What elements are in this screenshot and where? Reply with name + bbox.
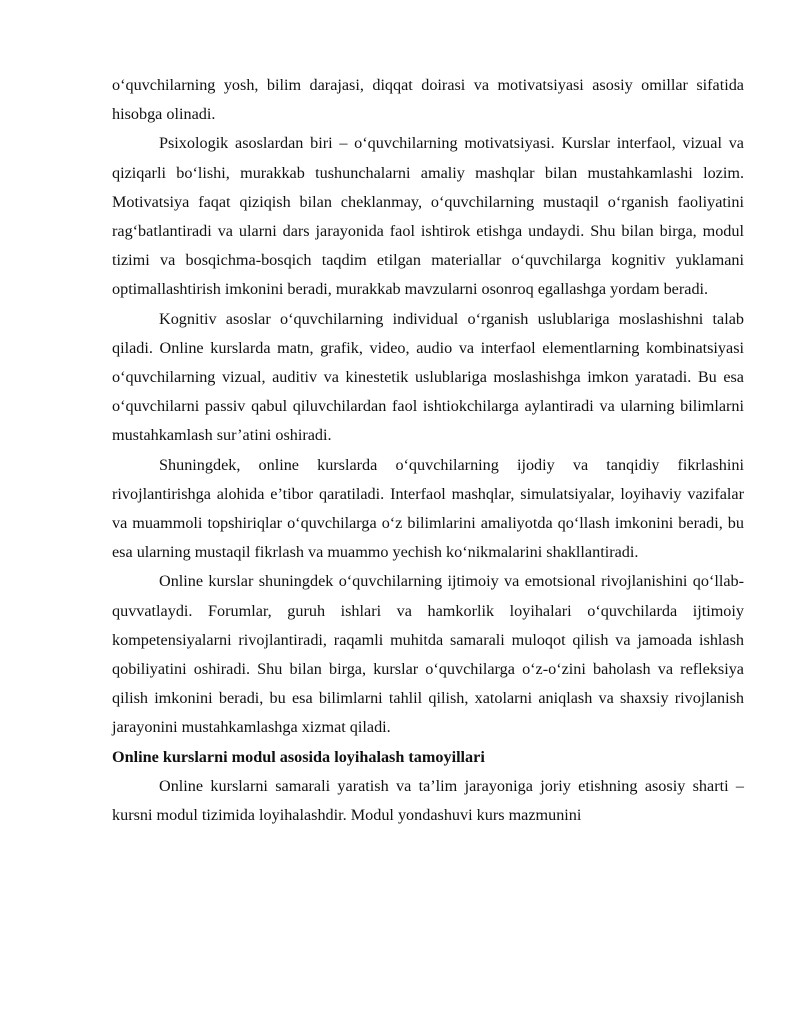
paragraph-continuation: o‘quvchilarning yosh, bilim darajasi, diqqat doirasi va motivatsiyasi asosiy omillar sifatida hisobga olinadi. — [112, 76, 744, 124]
paragraph-social-emotional: Online kurslar shuningdek o‘quvchilarning ijtimoiy va emotsional rivojlanishini qo‘llab-quvvatlaydi. Forumlar, guruh ishlari va hamkorlik loyihalari o‘quvchilarda ijtimoiy kompetensiyalarni rivojlantiradi, raqamli muhitda samarali muloqot qilish va jamoada ishlash qobiliyatini oshiradi. Shu bilan birga, kurslar o‘quvchilarga o‘z-o‘zini baholash va refleksiya qilish imkonini beradi, bu esa bilimlarni tahlil qilish, xatolarni aniqlash va shaxsiy rivojlanish jarayonini mustahkamlashga xizmat qiladi. — [112, 572, 744, 737]
paragraph-critical-thinking: Shuningdek, online kurslarda o‘quvchilarning ijodiy va tanqidiy fikrlashini rivojlantirishga alohida e’tibor qaratiladi. Interfaol mashqlar, simulatsiyalar, loyihaviy vazifalar va muammoli topshiriqlar o‘quvchilarga o‘z bilimlarini amaliyotda qo‘llash imkonini beradi, bu esa ularning mustaqil fikrlash va muammo yechish ko‘nikmalarini shakllantiradi. — [112, 455, 744, 562]
document-body — [112, 71, 744, 830]
paragraph-module-design: Online kurslarni samarali yaratish va ta’lim jarayoniga joriy etishning asosiy sharti – kursni modul tizimida loyihalashdir. Modul yondashuvi kurs mazmunini — [112, 776, 744, 825]
section-heading: Online kurslarni modul asosida loyihalash tamoyillari — [112, 747, 485, 766]
paragraph-cognitive: Kognitiv asoslar o‘quvchilarning individual o‘rganish uslublariga moslashishni talab qiladi. Online kurslarda matn, grafik, video, audio va interfaol elementlarning kombinatsiyasi o‘quvchilarning vizual, auditiv va kinestetik uslublariga moslashishga imkon yaratadi. Bu esa o‘quvchilarni passiv qabul qiluvchilardan faol ishtiokchilarga aylantiradi va ularning bilimlarni mustahkamlash sur’atini oshiradi. — [112, 309, 744, 445]
paragraph-motivation: Psixologik asoslardan biri – o‘quvchilarning motivatsiyasi. Kurslar interfaol, vizual va qiziqarli bo‘lishi, murakkab tushunchalarni amaliy mashqlar bilan mustahkamlashi lozim. Motivatsiya faqat qiziqish bilan cheklanmay, o‘quvchilarning mustaqil o‘rganish faoliyatini rag‘batlantiradi va ularni dars jarayonida faol ishtirok etishga undaydi. Shu bilan birga, modul tizimi va bosqichma-bosqich taqdim etilgan materiallar o‘quvchilarga kognitiv yuklamani optimallashtirish imkonini beradi, murakkab mavzularni osonroq egallashga yordam beradi. — [112, 134, 744, 299]
